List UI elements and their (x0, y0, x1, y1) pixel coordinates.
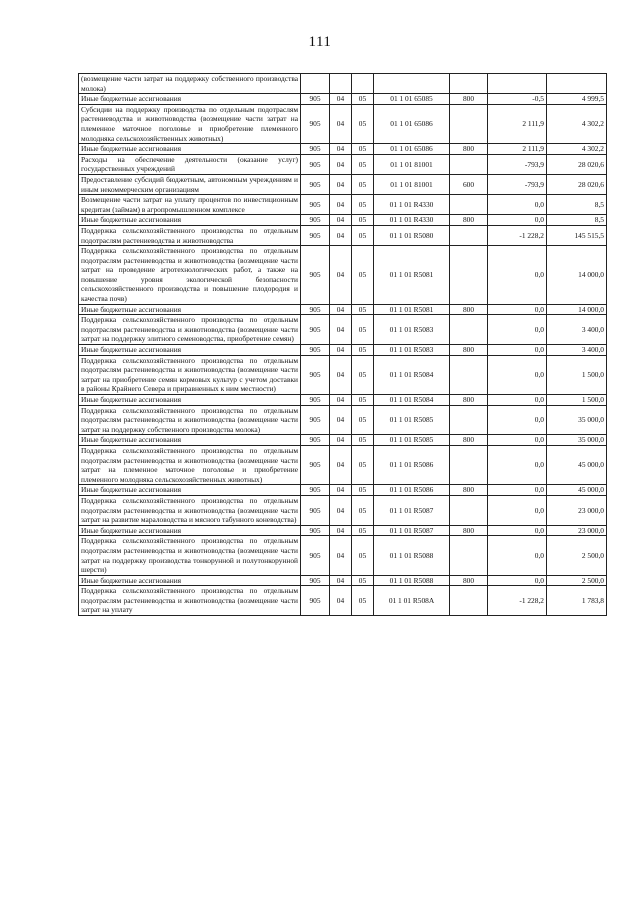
expense-description: Иные бюджетные ассигнования (79, 144, 301, 155)
total-amount: 8,5 (547, 195, 607, 215)
change-amount: 0,0 (488, 435, 547, 446)
target-article-code: 01 1 01 R5085 (374, 435, 450, 446)
subsection-code: 05 (352, 525, 374, 536)
table-row (79, 315, 607, 345)
table-row (79, 215, 607, 226)
total-amount: 2 500,0 (547, 575, 607, 586)
total-amount: 45 000,0 (547, 445, 607, 484)
expense-description: Поддержка сельскохозяйственного производства по отдельным подотраслям растениеводства и животноводства (возмещение части затрат на приобретение семян кормовых культур с учетом доставки в районы Крайнего Севера и приравненных к ним местности) (79, 355, 301, 394)
section-code: 04 (330, 445, 352, 484)
ministry-code: 905 (301, 345, 330, 356)
section-code: 04 (330, 525, 352, 536)
expense-description: Поддержка сельскохозяйственного производства по отдельным подотраслям растениеводства и животноводства (возмещение части затрат на развитие мараловодства и мясного табунного коневодства) (79, 495, 301, 525)
subsection-code (352, 74, 374, 94)
section-code: 04 (330, 395, 352, 406)
target-article-code: 01 1 01 R5087 (374, 495, 450, 525)
total-amount: 23 000,0 (547, 495, 607, 525)
section-code: 04 (330, 485, 352, 496)
table-row (79, 104, 607, 143)
total-amount: 4 302,2 (547, 144, 607, 155)
target-article-code: 01 1 01 R5081 (374, 304, 450, 315)
expense-type-code: 800 (450, 525, 488, 536)
expense-type-code (450, 405, 488, 435)
table-row (79, 525, 607, 536)
subsection-code: 05 (352, 144, 374, 155)
table-row (79, 94, 607, 105)
section-code (330, 74, 352, 94)
target-article-code: 01 1 01 R4330 (374, 215, 450, 226)
expense-description: Поддержка сельскохозяйственного производства по отдельным подотраслям растениеводства и животноводства (возмещение части затрат на проведение агротехнологических работ, а также на повышение уровня экологической безопасности сельскохозяйственного производства и повышение плодородия и качества почв) (79, 246, 301, 305)
subsection-code: 05 (352, 94, 374, 105)
expense-type-code: 800 (450, 485, 488, 496)
change-amount: 0,0 (488, 445, 547, 484)
total-amount: 1 783,8 (547, 586, 607, 616)
section-code: 04 (330, 405, 352, 435)
section-code: 04 (330, 355, 352, 394)
ministry-code: 905 (301, 485, 330, 496)
total-amount: 28 020,6 (547, 174, 607, 194)
subsection-code: 05 (352, 445, 374, 484)
subsection-code: 05 (352, 345, 374, 356)
ministry-code: 905 (301, 525, 330, 536)
expense-description: Предоставление субсидий бюджетным, автономным учреждениям и иным некоммерческим организациям (79, 174, 301, 194)
budget-table (78, 73, 607, 616)
expense-description: (возмещение части затрат на поддержку собственного производства молока) (79, 74, 301, 94)
expense-description: Иные бюджетные ассигнования (79, 304, 301, 315)
total-amount: 28 020,6 (547, 154, 607, 174)
ministry-code: 905 (301, 586, 330, 616)
ministry-code: 905 (301, 104, 330, 143)
section-code: 04 (330, 246, 352, 305)
section-code: 04 (330, 144, 352, 155)
total-amount: 2 500,0 (547, 536, 607, 575)
total-amount: 14 000,0 (547, 246, 607, 305)
subsection-code: 05 (352, 304, 374, 315)
expense-description: Иные бюджетные ассигнования (79, 575, 301, 586)
section-code: 04 (330, 536, 352, 575)
table-row (79, 435, 607, 446)
expense-type-code (450, 154, 488, 174)
target-article-code: 01 1 01 81001 (374, 174, 450, 194)
subsection-code: 05 (352, 355, 374, 394)
table-row (79, 495, 607, 525)
target-article-code: 01 1 01 R5083 (374, 315, 450, 345)
total-amount (547, 74, 607, 94)
target-article-code (374, 74, 450, 94)
table-row (79, 405, 607, 435)
subsection-code: 05 (352, 495, 374, 525)
ministry-code: 905 (301, 575, 330, 586)
subsection-code: 05 (352, 195, 374, 215)
ministry-code: 905 (301, 195, 330, 215)
change-amount: 0,0 (488, 195, 547, 215)
target-article-code: 01 1 01 65086 (374, 144, 450, 155)
change-amount: -793,9 (488, 154, 547, 174)
ministry-code: 905 (301, 144, 330, 155)
target-article-code: 01 1 01 R5084 (374, 395, 450, 406)
change-amount: 0,0 (488, 485, 547, 496)
expense-description: Поддержка сельскохозяйственного производства по отдельным подотраслям растениеводства и животноводства (возмещение части затрат на поддержку элитного семеноводства, приобретение семян) (79, 315, 301, 345)
section-code: 04 (330, 174, 352, 194)
change-amount: 0,0 (488, 525, 547, 536)
target-article-code: 01 1 01 R5088 (374, 575, 450, 586)
target-article-code: 01 1 01 R5088 (374, 536, 450, 575)
ministry-code: 905 (301, 435, 330, 446)
ministry-code: 905 (301, 174, 330, 194)
expense-description: Поддержка сельскохозяйственного производства по отдельным подотраслям растениеводства и животноводства (79, 225, 301, 245)
ministry-code (301, 74, 330, 94)
total-amount: 1 500,0 (547, 355, 607, 394)
subsection-code: 05 (352, 215, 374, 226)
expense-type-code (450, 495, 488, 525)
total-amount: 4 302,2 (547, 104, 607, 143)
ministry-code: 905 (301, 246, 330, 305)
total-amount: 14 000,0 (547, 304, 607, 315)
ministry-code: 905 (301, 225, 330, 245)
subsection-code: 05 (352, 395, 374, 406)
change-amount: 0,0 (488, 355, 547, 394)
table-body (79, 74, 607, 616)
expense-type-code: 800 (450, 304, 488, 315)
expense-type-code: 800 (450, 215, 488, 226)
table-row (79, 304, 607, 315)
target-article-code: 01 1 01 R5083 (374, 345, 450, 356)
section-code: 04 (330, 195, 352, 215)
expense-description: Поддержка сельскохозяйственного производства по отдельным подотраслям растениеводства и животноводства (возмещение части затрат на поддержку собственного производства молока) (79, 405, 301, 435)
expense-type-code (450, 195, 488, 215)
section-code: 04 (330, 345, 352, 356)
table-row (79, 395, 607, 406)
table-row (79, 536, 607, 575)
expense-description: Иные бюджетные ассигнования (79, 215, 301, 226)
expense-type-code (450, 586, 488, 616)
section-code: 04 (330, 215, 352, 226)
expense-description: Поддержка сельскохозяйственного производства по отдельным подотраслям растениеводства и животноводства (возмещение части затрат на племенное маточное поголовье и приобретение племенного молодняка сельскохозяйственных животных) (79, 445, 301, 484)
expense-description: Возмещение части затрат на уплату процентов по инвестиционным кредитам (займам) в агропромышленном комплексе (79, 195, 301, 215)
expense-type-code (450, 104, 488, 143)
section-code: 04 (330, 94, 352, 105)
change-amount (488, 74, 547, 94)
target-article-code: 01 1 01 R4330 (374, 195, 450, 215)
change-amount: 2 111,9 (488, 144, 547, 155)
table-row (79, 225, 607, 245)
expense-type-code (450, 445, 488, 484)
target-article-code: 01 1 01 65086 (374, 104, 450, 143)
total-amount: 3 400,0 (547, 345, 607, 356)
expense-type-code: 800 (450, 395, 488, 406)
change-amount: 0,0 (488, 246, 547, 305)
expense-type-code (450, 74, 488, 94)
expense-type-code (450, 315, 488, 345)
target-article-code: 01 1 01 R5084 (374, 355, 450, 394)
change-amount: 2 111,9 (488, 104, 547, 143)
section-code: 04 (330, 586, 352, 616)
ministry-code: 905 (301, 94, 330, 105)
table-row (79, 195, 607, 215)
change-amount: -793,9 (488, 174, 547, 194)
expense-description: Субсидии на поддержку производства по отдельным подотраслям растениеводства и животноводства (возмещение части затрат на племенное маточное поголовье и приобретение племенного молодняка сельскохозяйственных животных) (79, 104, 301, 143)
target-article-code: 01 1 01 R508A (374, 586, 450, 616)
change-amount: 0,0 (488, 405, 547, 435)
expense-type-code (450, 225, 488, 245)
section-code: 04 (330, 495, 352, 525)
ministry-code: 905 (301, 536, 330, 575)
section-code: 04 (330, 154, 352, 174)
change-amount: 0,0 (488, 495, 547, 525)
subsection-code: 05 (352, 174, 374, 194)
subsection-code: 05 (352, 104, 374, 143)
change-amount: 0,0 (488, 315, 547, 345)
total-amount: 4 999,5 (547, 94, 607, 105)
expense-description: Иные бюджетные ассигнования (79, 345, 301, 356)
expense-type-code (450, 536, 488, 575)
subsection-code: 05 (352, 315, 374, 345)
section-code: 04 (330, 104, 352, 143)
table-row (79, 355, 607, 394)
table-row (79, 144, 607, 155)
total-amount: 45 000,0 (547, 485, 607, 496)
page-number: 111 (308, 34, 332, 50)
expense-type-code: 800 (450, 144, 488, 155)
target-article-code: 01 1 01 81001 (374, 154, 450, 174)
subsection-code: 05 (352, 586, 374, 616)
change-amount: 0,0 (488, 395, 547, 406)
subsection-code: 05 (352, 575, 374, 586)
ministry-code: 905 (301, 154, 330, 174)
change-amount: 0,0 (488, 536, 547, 575)
expense-type-code: 600 (450, 174, 488, 194)
total-amount: 35 000,0 (547, 405, 607, 435)
expense-type-code (450, 355, 488, 394)
subsection-code: 05 (352, 246, 374, 305)
table-row (79, 345, 607, 356)
table-row (79, 174, 607, 194)
ministry-code: 905 (301, 495, 330, 525)
ministry-code: 905 (301, 405, 330, 435)
total-amount: 8,5 (547, 215, 607, 226)
section-code: 04 (330, 435, 352, 446)
expense-description: Расходы на обеспечение деятельности (оказание услуг) государственных учреждений (79, 154, 301, 174)
target-article-code: 01 1 01 R5086 (374, 485, 450, 496)
subsection-code: 05 (352, 536, 374, 575)
table-row (79, 74, 607, 94)
target-article-code: 01 1 01 R5081 (374, 246, 450, 305)
expense-type-code (450, 246, 488, 305)
expense-type-code: 800 (450, 435, 488, 446)
change-amount: 0,0 (488, 304, 547, 315)
target-article-code: 01 1 01 R5087 (374, 525, 450, 536)
expense-type-code: 800 (450, 345, 488, 356)
ministry-code: 905 (301, 355, 330, 394)
change-amount: -1 228,2 (488, 586, 547, 616)
section-code: 04 (330, 225, 352, 245)
table-row (79, 154, 607, 174)
table-row (79, 485, 607, 496)
expense-description: Иные бюджетные ассигнования (79, 485, 301, 496)
subsection-code: 05 (352, 485, 374, 496)
target-article-code: 01 1 01 R5086 (374, 445, 450, 484)
total-amount: 3 400,0 (547, 315, 607, 345)
table-row (79, 445, 607, 484)
table-row (79, 586, 607, 616)
total-amount: 23 000,0 (547, 525, 607, 536)
expense-description: Иные бюджетные ассигнования (79, 435, 301, 446)
total-amount: 1 500,0 (547, 395, 607, 406)
ministry-code: 905 (301, 315, 330, 345)
target-article-code: 01 1 01 65085 (374, 94, 450, 105)
subsection-code: 05 (352, 154, 374, 174)
section-code: 04 (330, 315, 352, 345)
section-code: 04 (330, 304, 352, 315)
expense-description: Поддержка сельскохозяйственного производства по отдельным подотраслям растениеводства и животноводства (возмещение части затрат на уплату (79, 586, 301, 616)
ministry-code: 905 (301, 215, 330, 226)
section-code: 04 (330, 575, 352, 586)
expense-type-code: 800 (450, 575, 488, 586)
total-amount: 145 515,5 (547, 225, 607, 245)
expense-description: Поддержка сельскохозяйственного производства по отдельным подотраслям растениеводства и животноводства (возмещение части затрат на поддержку производства тонкорунной и полутонкорунной шерсти) (79, 536, 301, 575)
total-amount: 35 000,0 (547, 435, 607, 446)
change-amount: 0,0 (488, 215, 547, 226)
expense-description: Иные бюджетные ассигнования (79, 395, 301, 406)
change-amount: 0,0 (488, 575, 547, 586)
subsection-code: 05 (352, 435, 374, 446)
subsection-code: 05 (352, 225, 374, 245)
change-amount: 0,0 (488, 345, 547, 356)
ministry-code: 905 (301, 445, 330, 484)
table-row (79, 246, 607, 305)
subsection-code: 05 (352, 405, 374, 435)
expense-description: Иные бюджетные ассигнования (79, 94, 301, 105)
change-amount: -1 228,2 (488, 225, 547, 245)
target-article-code: 01 1 01 R5085 (374, 405, 450, 435)
expense-description: Иные бюджетные ассигнования (79, 525, 301, 536)
change-amount: -0,5 (488, 94, 547, 105)
ministry-code: 905 (301, 304, 330, 315)
target-article-code: 01 1 01 R5080 (374, 225, 450, 245)
expense-type-code: 800 (450, 94, 488, 105)
table-row (79, 575, 607, 586)
ministry-code: 905 (301, 395, 330, 406)
